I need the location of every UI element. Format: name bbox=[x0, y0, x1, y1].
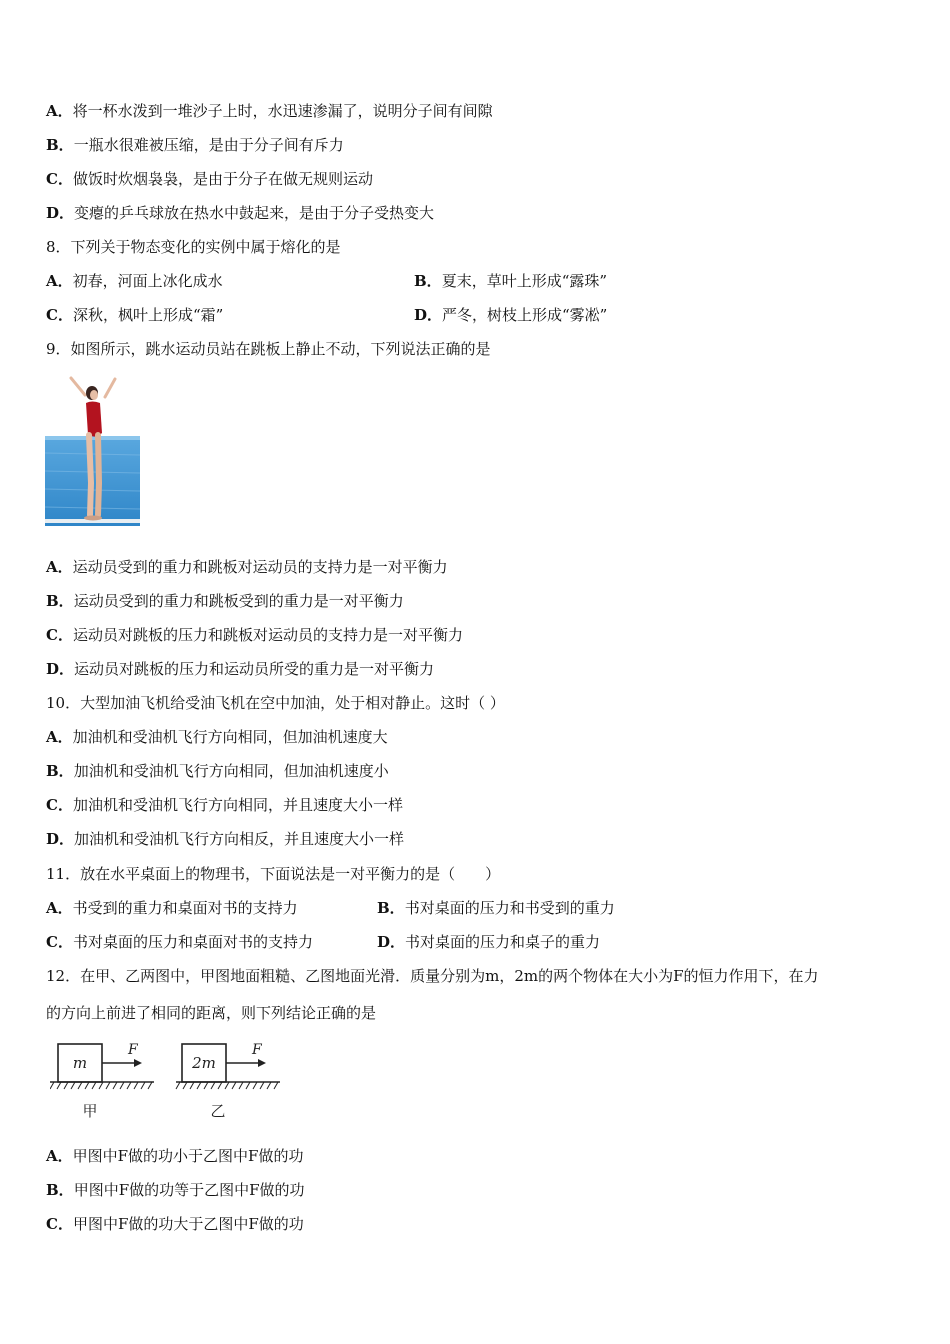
q9-stem: 9．如图所示，跳水运动员站在跳板上静止不动，下列说法正确的是 bbox=[46, 340, 491, 358]
q12-option-a: A．甲图中F做的功小于乙图中F做的功 bbox=[46, 1147, 304, 1165]
q11-option-a: A．书受到的重力和桌面对书的支持力 bbox=[46, 899, 298, 917]
q8-stem: 8．下列关于物态变化的实例中属于熔化的是 bbox=[46, 238, 341, 256]
q7-option-b: B．一瓶水很难被压缩，是由于分子间有斥力 bbox=[46, 136, 344, 154]
diagram-yi bbox=[176, 1042, 280, 1120]
q8-option-a: A．初春，河面上冰化成水 bbox=[46, 272, 223, 290]
q10-option-a: A．加油机和受油机飞行方向相同，但加油机速度大 bbox=[46, 728, 388, 746]
q7-option-a: A．将一杯水泼到一堆沙子上时，水迅速渗漏了，说明分子间有间隙 bbox=[46, 102, 493, 120]
q11-option-b: B．书对桌面的压力和书受到的重力 bbox=[377, 899, 615, 917]
q11-stem: 11．放在水平桌面上的物理书，下面说法是一对平衡力的是（ ） bbox=[46, 865, 501, 883]
q10-option-d: D．加油机和受油机飞行方向相反，并且速度大小一样 bbox=[46, 830, 405, 848]
force-label-2: F bbox=[252, 1042, 262, 1058]
q12-option-c: C．甲图中F做的功大于乙图中F做的功 bbox=[46, 1215, 304, 1233]
q10-option-c: C．加油机和受油机飞行方向相同，并且速度大小一样 bbox=[46, 796, 403, 814]
diver-photo bbox=[45, 373, 140, 526]
force-diagram bbox=[50, 1038, 290, 1120]
q12-stem-line2: 的方向上前进了相同的距离，则下列结论正确的是 bbox=[46, 1004, 377, 1022]
q9-option-a: A．运动员受到的重力和跳板对运动员的支持力是一对平衡力 bbox=[46, 558, 448, 576]
q8-option-b: B．夏末，草叶上形成“露珠” bbox=[414, 272, 608, 290]
caption-jia: 甲 bbox=[82, 1102, 98, 1120]
caption-yi: 乙 bbox=[210, 1102, 226, 1120]
q12-option-b: B．甲图中F做的功等于乙图中F做的功 bbox=[46, 1181, 305, 1199]
q9-option-b: B．运动员受到的重力和跳板受到的重力是一对平衡力 bbox=[46, 592, 404, 610]
q10-stem: 10．大型加油飞机给受油飞机在空中加油，处于相对静止。这时（ ） bbox=[46, 694, 505, 712]
q11-option-d: D．书对桌面的压力和桌子的重力 bbox=[377, 933, 601, 951]
q10-option-b: B．加油机和受油机飞行方向相同，但加油机速度小 bbox=[46, 762, 389, 780]
diagram-jia bbox=[50, 1042, 154, 1120]
q7-option-d: D．变瘪的乒乓球放在热水中鼓起来，是由于分子受热变大 bbox=[46, 204, 435, 222]
force-label-1: F bbox=[128, 1042, 138, 1058]
q7-option-c: C．做饭时炊烟袅袅，是由于分子在做无规则运动 bbox=[46, 170, 373, 188]
mass-label-2m: 2m bbox=[192, 1054, 216, 1072]
q12-stem-line1: 12．在甲、乙两图中，甲图地面粗糙、乙图地面光滑．质量分别为m，2m的两个物体在大小为F的恒力作用下，在力 bbox=[46, 967, 819, 985]
q8-option-c: C．深秋，枫叶上形成“霜” bbox=[46, 306, 224, 324]
q8-option-d: D．严冬，树枝上形成“雾凇” bbox=[414, 306, 608, 324]
mass-label-m: m bbox=[72, 1054, 88, 1072]
q9-option-c: C．运动员对跳板的压力和跳板对运动员的支持力是一对平衡力 bbox=[46, 626, 463, 644]
q11-option-c: C．书对桌面的压力和桌面对书的支持力 bbox=[46, 933, 313, 951]
q9-option-d: D．运动员对跳板的压力和运动员所受的重力是一对平衡力 bbox=[46, 660, 435, 678]
